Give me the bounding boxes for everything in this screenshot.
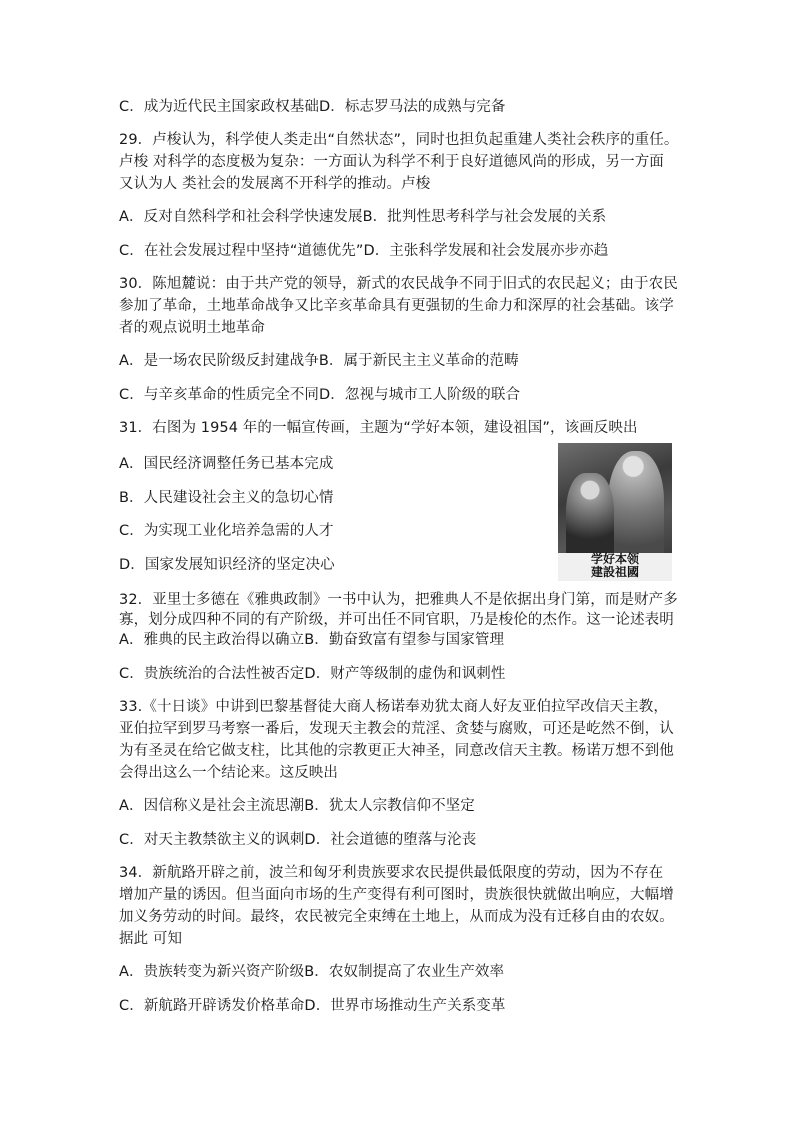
q28-option-cd: C．成为近代民主国家政权基础D．标志罗马法的成熟与完备	[119, 99, 506, 115]
q29-stem-line1: 29．卢梭认为，科学使人类走出“自然状态”，同时也担负起重建人类社会秩序的重任。	[119, 132, 679, 148]
q29-stem-line2: 卢梭 对科学的态度极为复杂：一方面认为科学不利于良好道德风尚的形成，另一方面	[119, 154, 664, 170]
poster-caption	[558, 553, 672, 581]
q33-stem-line4: 会得出这么一个结论来。这反映出	[119, 765, 338, 781]
q33-option-cd: C．对天主教禁欲主义的讽刺D．社会道德的堕落与沦丧	[119, 832, 477, 848]
q31-option-c: C．为实现工业化培养急需的人才	[119, 523, 334, 539]
q30-stem-line1: 30．陈旭麓说：由于共产党的领导，新式的农民战争不同于旧式的农民起义；由于农民	[119, 276, 678, 292]
q34-stem-line4: 据此 可知	[119, 931, 183, 947]
poster-caption-line2: 建設祖國	[590, 565, 639, 579]
poster-caption-line1: 学好本领	[590, 552, 639, 566]
q29-stem-line3: 又认为人 类社会的发展离不开科学的推动。卢梭	[119, 176, 431, 192]
q34-option-cd: C．新航路开辟诱发价格革命D．世界市场推动生产关系变革	[119, 998, 506, 1014]
q33-stem-line2: 亚伯拉罕到罗马考察一番后，发现天主教会的荒淫、贪婪与腐败，可还是屹然不倒，认	[119, 721, 674, 737]
q32-option-cd: C．贵族统治的合法性被否定D．财产等级制的虚伪和讽刺性	[119, 666, 506, 682]
poster-figure-man	[608, 451, 664, 561]
q34-option-ab: A．贵族转变为新兴资产阶级B．农奴制提高了农业生产效率	[119, 964, 505, 980]
propaganda-poster-image	[558, 443, 672, 581]
q29-option-ab: A．反对自然科学和社会科学快速发展B．批判性思考科学与社会发展的关系	[119, 209, 607, 225]
q30-option-cd: C．与辛亥革命的性质完全不同D．忽视与城市工人阶级的联合	[119, 387, 521, 403]
q29-option-cd: C．在社会发展过程中坚持“道德优先”D．主张科学发展和社会发展亦步亦趋	[119, 243, 609, 259]
q32-stem-line1: 32．亚里士多德在《雅典政制》一书中认为，把雅典人不是依据出身门第，而是财产多	[119, 592, 678, 608]
q31-stem: 31．右图为 1954 年的一幅宣传画，主题为“学好本领，建设祖国”，该画反映出	[119, 420, 638, 436]
q33-stem-line3: 为有圣灵在给它做支柱，比其他的宗教更正大神圣，同意改信天主教。杨诺万想不到他	[119, 743, 674, 759]
q30-option-ab: A．是一场农民阶级反封建战争B．属于新民主主义革命的范畴	[119, 353, 519, 369]
q31-option-b: B．人民建设社会主义的急切心情	[119, 490, 334, 506]
q34-stem-line2: 增加产量的诱因。但当面向市场的生产变得有利可图时，贵族很快就做出响应，大幅增	[119, 887, 674, 903]
q33-option-ab: A．因信称义是社会主流思潮B．犹太人宗教信仰不坚定	[119, 798, 475, 814]
q30-stem-line3: 者的观点说明土地革命	[119, 320, 265, 336]
q31-option-d: D．国家发展知识经济的坚定决心	[119, 557, 335, 573]
q31-option-a: A．国民经济调整任务已基本完成	[119, 456, 334, 472]
q30-stem-line2: 参加了革命，土地革命战争又比辛亥革命具有更强韧的生命力和深厚的社会基础。该学	[119, 298, 674, 314]
q33-stem-line1: 33.《十日谈》中讲到巴黎基督徒大商人杨诺奉劝犹太商人好友亚伯拉罕改信天主教，	[119, 699, 668, 715]
q32-option-ab: A．雅典的民主政治得以确立B．勤奋致富有望参与国家管理	[119, 632, 505, 648]
q32-stem-line2: 寡，划分成四种不同的有产阶级，并可出任不同官职，乃是梭伦的杰作。这一论述表明	[119, 612, 674, 628]
q34-stem-line1: 34．新航路开辟之前，波兰和匈牙利贵族要求农民提供最低限度的劳动，因为不存在	[119, 865, 664, 881]
q34-stem-line3: 加义务劳动的时间。最终，农民被完全束缚在土地上，从而成为没有迁移自由的农奴。	[119, 909, 674, 925]
